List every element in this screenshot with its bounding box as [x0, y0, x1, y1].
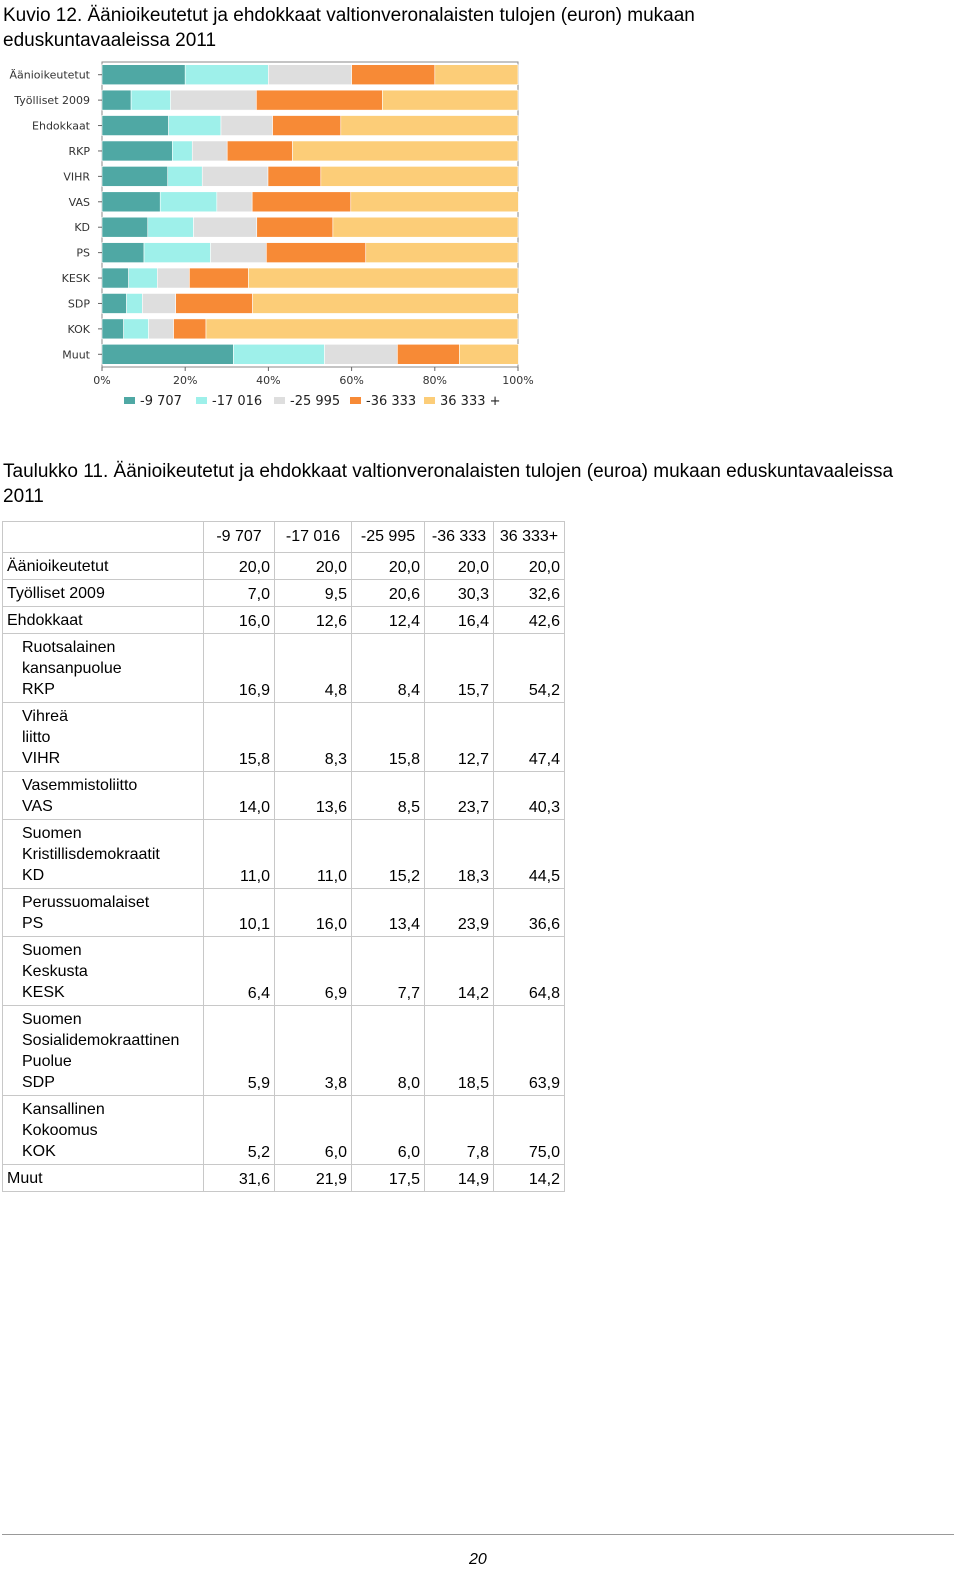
header-empty-cell	[3, 522, 204, 553]
x-tick-label: 40%	[256, 374, 281, 387]
page-number: 20	[469, 1551, 487, 1568]
table-cell: 6,9	[275, 937, 352, 1006]
row-label	[3, 772, 204, 820]
table-cell: 20,0	[275, 553, 352, 580]
table-cell: 15,7	[425, 634, 494, 703]
legend-swatch	[350, 397, 361, 404]
table-cell: 15,8	[352, 703, 425, 772]
column-header: -17 016	[275, 522, 352, 553]
bar-segment	[248, 268, 518, 288]
category-label: KD	[74, 221, 90, 235]
row-label	[3, 1096, 204, 1165]
bar-segment	[217, 192, 252, 212]
row-label	[3, 1165, 204, 1192]
legend-swatch	[424, 397, 435, 404]
table-cell: 7,0	[204, 580, 275, 607]
bar-segment	[268, 65, 351, 85]
bar-segment	[227, 141, 292, 161]
bar-segment	[157, 268, 189, 288]
stacked-bar-chart	[0, 55, 560, 420]
table-cell: 6,0	[352, 1096, 425, 1165]
bar-segment	[131, 90, 171, 110]
bar-segment	[352, 65, 435, 85]
bar-segment	[221, 116, 273, 136]
table-row	[3, 772, 565, 820]
bar-segment	[202, 166, 268, 186]
row-label-line: Suomen	[22, 942, 82, 959]
bar-segment	[252, 192, 351, 212]
bar-segment	[206, 319, 518, 339]
bar-segment	[102, 268, 129, 288]
row-label-line: Kristillisdemokraatit	[22, 846, 160, 863]
row-label	[3, 553, 204, 580]
table-cell: 7,8	[425, 1096, 494, 1165]
table-cell: 14,2	[425, 937, 494, 1006]
figure-title: Kuvio 12. Äänioikeutetut ja ehdokkaat valtionveronalaisten tulojen (euron) mukaan eduskuntavaaleissa 2011	[3, 5, 695, 51]
bar-segment	[142, 293, 175, 313]
category-label: SDP	[67, 297, 90, 311]
x-tick-label: 60%	[339, 374, 364, 387]
table-cell: 20,0	[425, 553, 494, 580]
table-cell: 42,6	[494, 607, 565, 634]
table-cell: 75,0	[494, 1096, 565, 1165]
bar-segment	[333, 217, 518, 237]
bar-segment	[129, 268, 158, 288]
table-cell: 8,4	[352, 634, 425, 703]
bar-segment	[168, 166, 203, 186]
table-cell: 12,4	[352, 607, 425, 634]
row-label	[3, 820, 204, 889]
row-label-line: PS	[22, 915, 44, 932]
bar-segment	[256, 90, 382, 110]
category-label: Äänioikeutetut	[9, 68, 90, 82]
bar-segment	[325, 344, 398, 364]
bar-segment	[351, 192, 519, 212]
row-label-line: VAS	[22, 798, 53, 815]
table-cell: 14,2	[494, 1165, 565, 1192]
table-cell: 18,5	[425, 1006, 494, 1096]
column-header: -36 333	[425, 522, 494, 553]
category-label: VIHR	[63, 170, 90, 184]
table-cell: 4,8	[275, 634, 352, 703]
table-cell: 18,3	[425, 820, 494, 889]
bar-segment	[233, 344, 324, 364]
row-label-line: Muut	[7, 1170, 43, 1187]
data-table	[2, 521, 565, 1192]
bar-segment	[160, 192, 217, 212]
bar-segment	[102, 192, 160, 212]
category-label: KOK	[67, 322, 90, 336]
table-cell: 21,9	[275, 1165, 352, 1192]
table-cell: 64,8	[494, 937, 565, 1006]
bar-segment	[102, 243, 144, 263]
bar-segment	[102, 90, 131, 110]
bar-segment	[102, 166, 168, 186]
table-cell: 8,3	[275, 703, 352, 772]
table-cell: 20,0	[204, 553, 275, 580]
table-cell: 12,6	[275, 607, 352, 634]
category-label: PS	[76, 246, 90, 260]
bar-segment	[148, 217, 194, 237]
category-label: Työlliset 2009	[14, 94, 90, 108]
legend-label: 36 333 +	[440, 394, 501, 409]
row-label-line: Ruotsalainen	[22, 639, 116, 656]
table-cell: 10,1	[204, 889, 275, 937]
legend-label: -36 333	[366, 394, 417, 409]
footer-divider	[2, 1534, 954, 1535]
table-cell: 16,9	[204, 634, 275, 703]
table-cell: 14,9	[425, 1165, 494, 1192]
x-tick-label: 0%	[93, 374, 111, 387]
row-label	[3, 937, 204, 1006]
table-cell: 11,0	[204, 820, 275, 889]
bar-segment	[102, 344, 233, 364]
bar-segment	[266, 243, 365, 263]
table-header-row	[3, 522, 565, 553]
row-label-line: KD	[22, 867, 45, 884]
table-row	[3, 1165, 565, 1192]
row-label-line: KOK	[22, 1143, 56, 1160]
bar-segment	[189, 268, 248, 288]
row-label-line: Puolue	[22, 1053, 72, 1070]
bar-segment	[185, 65, 268, 85]
table-cell: 13,4	[352, 889, 425, 937]
bar-segment	[366, 243, 518, 263]
table-cell: 44,5	[494, 820, 565, 889]
table-cell: 47,4	[494, 703, 565, 772]
table-row	[3, 607, 565, 634]
row-label-line: liitto	[22, 729, 51, 746]
x-tick-label: 20%	[172, 374, 198, 387]
row-label	[3, 703, 204, 772]
bar-segment	[102, 116, 169, 136]
table-cell: 15,2	[352, 820, 425, 889]
table-row	[3, 703, 565, 772]
table-cell: 5,9	[204, 1006, 275, 1096]
table-row	[3, 937, 565, 1006]
row-label	[3, 889, 204, 937]
table-cell: 11,0	[275, 820, 352, 889]
legend-swatch	[124, 397, 135, 404]
row-label-line: RKP	[22, 681, 55, 698]
row-label-line: Vihreä	[22, 708, 68, 725]
table-cell: 20,0	[494, 553, 565, 580]
table-cell: 36,6	[494, 889, 565, 937]
legend-swatch	[196, 397, 207, 404]
bar-segment	[102, 65, 185, 85]
table-cell: 54,2	[494, 634, 565, 703]
bar-segment	[102, 217, 148, 237]
row-label-line: Perussuomalaiset	[22, 894, 150, 911]
x-tick-label: 100%	[502, 374, 534, 387]
column-header: 36 333+	[494, 522, 565, 553]
table-cell: 31,6	[204, 1165, 275, 1192]
table-cell: 9,5	[275, 580, 352, 607]
table-cell: 32,6	[494, 580, 565, 607]
bar-segment	[171, 90, 257, 110]
table-cell: 30,3	[425, 580, 494, 607]
row-label-line: Keskusta	[22, 963, 88, 980]
row-label-line: Vasemmistoliitto	[22, 777, 138, 794]
bar-segment	[435, 65, 518, 85]
bar-segment	[192, 141, 227, 161]
bar-segment	[102, 319, 124, 339]
legend-label: -17 016	[212, 394, 263, 409]
table-row	[3, 820, 565, 889]
bar-segment	[253, 293, 519, 313]
table-row	[3, 580, 565, 607]
bar-segment	[149, 319, 174, 339]
table-row	[3, 553, 565, 580]
table-row	[3, 889, 565, 937]
column-header: -25 995	[352, 522, 425, 553]
row-label-line: kansanpuolue	[22, 660, 122, 677]
legend-swatch	[274, 397, 285, 404]
table-cell: 14,0	[204, 772, 275, 820]
legend-label: -9 707	[140, 394, 182, 409]
bar-segment	[459, 344, 518, 364]
table-cell: 16,0	[275, 889, 352, 937]
bar-segment	[174, 319, 206, 339]
table-cell: 3,8	[275, 1006, 352, 1096]
table-row	[3, 1096, 565, 1165]
category-label: KESK	[61, 272, 90, 286]
table-cell: 7,7	[352, 937, 425, 1006]
row-label-line: Ehdokkaat	[7, 612, 83, 629]
row-label-line: Työlliset 2009	[7, 585, 105, 602]
table-cell: 23,7	[425, 772, 494, 820]
bar-segment	[102, 141, 172, 161]
table-cell: 17,5	[352, 1165, 425, 1192]
bar-segment	[382, 90, 518, 110]
table-cell: 6,4	[204, 937, 275, 1006]
row-label	[3, 1006, 204, 1096]
row-label-line: Suomen	[22, 825, 82, 842]
row-label-line: VIHR	[22, 750, 61, 767]
bar-segment	[102, 293, 127, 313]
category-label: VAS	[68, 195, 90, 209]
bar-segment	[397, 344, 459, 364]
table-title: Taulukko 11. Äänioikeutetut ja ehdokkaat valtionveronalaisten tulojen (euroa) mukaan eduskuntavaaleissa 2011	[3, 461, 894, 507]
table-cell: 40,3	[494, 772, 565, 820]
bar-segment	[172, 141, 192, 161]
bar-segment	[124, 319, 149, 339]
table-cell: 5,2	[204, 1096, 275, 1165]
legend-label: -25 995	[290, 394, 341, 409]
table-cell: 8,5	[352, 772, 425, 820]
bar-segment	[194, 217, 257, 237]
table-row	[3, 1006, 565, 1096]
table-cell: 23,9	[425, 889, 494, 937]
bar-segment	[211, 243, 267, 263]
bar-segment	[176, 293, 253, 313]
row-label-line: SDP	[22, 1074, 55, 1091]
row-label	[3, 634, 204, 703]
table-cell: 12,7	[425, 703, 494, 772]
table-cell: 63,9	[494, 1006, 565, 1096]
bar-segment	[257, 217, 333, 237]
category-label: Muut	[62, 348, 90, 362]
table-cell: 15,8	[204, 703, 275, 772]
table-cell: 16,0	[204, 607, 275, 634]
table-cell: 6,0	[275, 1096, 352, 1165]
bar-segment	[341, 116, 518, 136]
bar-segment	[268, 166, 321, 186]
bar-segment	[144, 243, 211, 263]
row-label	[3, 607, 204, 634]
category-label: RKP	[68, 144, 90, 158]
row-label-line: Äänioikeutetut	[7, 558, 109, 575]
x-tick-label: 80%	[422, 374, 448, 387]
row-label-line: KESK	[22, 984, 65, 1001]
table-cell: 20,0	[352, 553, 425, 580]
row-label-line: Sosialidemokraattinen	[22, 1032, 180, 1049]
bar-segment	[293, 141, 518, 161]
category-label: Ehdokkaat	[32, 119, 90, 133]
table-cell: 16,4	[425, 607, 494, 634]
table-cell: 13,6	[275, 772, 352, 820]
row-label-line: Suomen	[22, 1011, 82, 1028]
row-label	[3, 580, 204, 607]
table-row	[3, 634, 565, 703]
bar-segment	[321, 166, 518, 186]
row-label-line: Kokoomus	[22, 1122, 98, 1139]
table-cell: 20,6	[352, 580, 425, 607]
bar-segment	[169, 116, 221, 136]
table-cell: 8,0	[352, 1006, 425, 1096]
column-header: -9 707	[204, 522, 275, 553]
bar-segment	[273, 116, 341, 136]
row-label-line: Kansallinen	[22, 1101, 105, 1118]
bar-segment	[127, 293, 143, 313]
